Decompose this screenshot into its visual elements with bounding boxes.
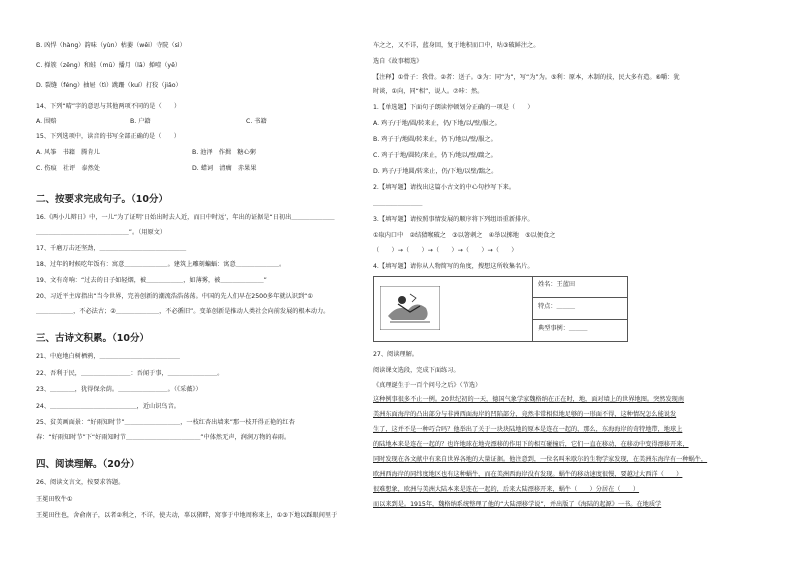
- question-20-line-1: 20、习近平主席指出“当今世界，完善创新的潮流浩浩荡荡。中国的先人们早在2500多年就认识到“①: [36, 293, 313, 300]
- question-16-line-2: ＿＿＿＿＿＿＿＿＿＿＿＿＿＿＿”。（用原文）: [36, 229, 167, 236]
- r-question-3-stem: 3.【填写题】请按照事情发展的顺序将下列组语重新排序。: [373, 216, 534, 223]
- r-question-3-items: ①取内口中 ②结猜喉破之 ③以箸刺之 ④举以掷地 ⑤以便食之: [373, 232, 556, 239]
- card-example-field: 典型事例：＿＿＿: [538, 325, 588, 332]
- annotation-line-2: 时谈，①向，同“相”，说人。⑦咔：然。: [373, 88, 484, 95]
- question-27-paragraph-line-5: 同时发现在各文献中有来自世界各地的大量证据。他注意到，一位名叫米歇尔的生物学家发现，在美洲东海岸有一种蜗牛，: [373, 456, 708, 463]
- r-question-1-option-a: A. 鸡子/于地/圆/转来止，仍/下地/以/壁/服之。: [373, 120, 501, 127]
- r-question-4-stem: 4.【填写题】请你从人物简写的角度，搜想这所收集名片。: [373, 263, 534, 270]
- question-27-heading: 27、阅读理解。: [373, 351, 418, 358]
- card-divider-1: [532, 297, 627, 298]
- question-27-passage-title: 《真理诞生于一百个问号之后》（节选）: [373, 382, 482, 389]
- question-15-option-d: D. 蜡词 清瘸 赤果果: [192, 165, 257, 172]
- card-divider-2: [532, 319, 627, 320]
- question-27-paragraph-line-4: 的陆地本来是连在一起的？也许地球在地壳漂移的作用下的相互碰撞后，它们一直在移动，在移动中变得漂移开来，: [373, 441, 689, 448]
- question-21: 21、中庭地白树栖鸦，＿＿＿＿＿＿＿＿＿＿＿＿＿: [36, 353, 180, 360]
- question-16-line-1: 16.《两小儿辩日》中，一儿“为了证明‘日始出时去人近，而日中时远’，年出的证据是“日初出＿＿＿＿＿＿＿: [36, 214, 335, 221]
- question-15-stem: 15、下列选项中，读音的书写全部正确的是（ ）: [36, 133, 180, 140]
- r-question-3-order-slots: （ ）→（ ）→（ ）→（ ）→（ ）: [373, 247, 518, 254]
- passage-line-2: 车之之，又不详，蓝身回，复于地积而口中，咕③破鲜注之。: [373, 42, 540, 49]
- question-27-paragraph-line-7: 很难想象，欧洲与美洲大陆本来是连在一起的，后来大陆漂移开来，蜗牛（ ）分居在（ ）: [373, 486, 640, 493]
- question-27-paragraph-line-1: 这种例事很多不止一例。20世纪初的一天，德国气象学家魏格纳在正在时，地，面对墙上的世界地图。突然发现南: [373, 396, 685, 403]
- question-19: 19、文有奇响：“过去的日子如轻烟，被＿＿＿＿＿＿，如薄雾，被＿＿＿＿＿＿＿”: [36, 277, 267, 284]
- question-15-option-c: C. 伤痕 社评 泰然处: [36, 165, 100, 172]
- question-20-line-2: ＿＿＿＿＿＿，不必法古；②＿＿＿＿＿＿＿，不必循旧”。变革创新是推动人类社会向前发展的根本动力。: [36, 308, 330, 315]
- question-25-line-1: 25、贫美画面景：“好雨知时节”＿＿＿＿＿＿＿＿＿，一枝红杏出墙来”那一枝开得正艳的红杏: [36, 419, 295, 426]
- card-image-cell: [374, 277, 533, 341]
- question-13-option-c: C. 掸簇（zēng）和蛙（mū）播月（lā）掸噎（yē）: [36, 62, 182, 69]
- section-3-heading: 三、古诗文积累。（10分）: [36, 333, 149, 344]
- annotation-line-1: 【注释】①骨子：我骨。②者：送子。③为：同“为”，写“为”为。⑤利：原本，木制的技，民大多有造。⑥嚼：犹: [373, 74, 680, 81]
- question-18: 18、过年的时候吃年饭有：寓意＿＿＿＿＿＿＿。建筑上雕刻蝙蝠：寓意＿＿＿＿＿＿＿。: [36, 261, 286, 268]
- question-22: 22、吾利于民，＿＿＿＿＿＿＿＿：吾闻于事，＿＿＿＿＿＿＿＿。: [36, 370, 224, 377]
- question-27-paragraph-line-6: 欧洲西海岸的同纬度地区也有这种蜗牛，而在美洲西海岸没有发现。蜗牛的移动速度很慢，要越过大西洋（ ）: [373, 471, 683, 478]
- section-2-heading: 二、按要求完成句子。（10分）: [36, 194, 168, 205]
- r-question-2-answer-line: ＿＿＿＿＿＿＿＿: [373, 200, 423, 207]
- question-14-option-b: B. 户籍: [130, 118, 151, 125]
- question-13-option-d: D. 裂缝（féng）抽屉（tì）跳跚（kuí）打狡（jiǎo）: [36, 82, 182, 89]
- section-4-heading: 四、阅读理解。（20分）: [36, 459, 140, 470]
- card-name-field: 姓名：王蓝田: [538, 281, 576, 288]
- question-27-paragraph-line-3: 生了，这并不是一种巧合吗？他举出了关于一块块陆地的原本是连在一起的，那么，东海海岸的奇特地带，地球上: [373, 426, 683, 433]
- question-13-option-b: B. 凶悍（hàng）韵味（yùn）枯萎（wěi）寺院（sì）: [36, 42, 186, 49]
- r-question-1-option-d: D. 鸡子/于地圆/转来止，仍/下地/以壁/踹之。: [373, 168, 498, 175]
- passage-title: 王冕田牧牛①: [36, 496, 73, 503]
- question-25-line-2: 春：“好雨知时节”下“好雨知时节＿＿＿＿＿＿＿＿＿＿＿＿”中体然无声，润润万物的春雨。: [36, 434, 291, 441]
- question-24: 24、＿＿＿＿＿＿＿＿＿＿＿＿＿＿，近山识鸟音。: [36, 403, 180, 410]
- question-27-paragraph-line-2: 美洲东面海岸的凸出部分与非洲西面海岸的凹陷部分，竟然非常相似地足够的一形面不得，这种情况怎么能说发: [373, 411, 677, 418]
- card-trait-field: 特点：＿＿＿: [538, 303, 576, 310]
- question-15-option-b: B. 池泽 作揖 糖心粥: [192, 149, 256, 156]
- r-question-2-stem: 2.【填写题】请找出这篇小古文的中心句抄写下来。: [373, 184, 516, 191]
- r-question-1-stem: 1.【单选题】下面句子朗读停顿划分正确的一项是（ ）: [373, 104, 534, 111]
- rider-illustration-icon: [380, 286, 440, 330]
- question-14-option-a: A. 围赔: [36, 118, 57, 125]
- passage-line-1: 王冕田往也，舍俞南子，以者②利之，不详，使夫动，辜以猪畔，窝事于中地周称来上，①③下地以踩眼间里于: [36, 512, 338, 519]
- question-27-paragraph-line-8: 而以来到是。1915年，魏格纳系统整理了他的“大陆漂移学说”，并出版了《海陆的起源》一书。在地质学: [373, 501, 662, 508]
- character-card: [373, 276, 628, 342]
- r-question-1-option-c: C. 鸡子于地/圆转/来止，仍下/地以/壁/踹之。: [373, 152, 497, 159]
- question-14-stem: 14、下列“晴”字的意思与其他两项不同的是（ ）: [36, 103, 181, 110]
- passage-source: 选自《故事精选》: [373, 58, 423, 65]
- question-27-intro: 阅读课文选段，完成下面练习。: [373, 367, 460, 374]
- question-26-stem: 26、阅读文言文，按要求答题。: [36, 479, 125, 486]
- question-15-option-a: A. 风筝 书籍 腾肯儿: [36, 149, 100, 156]
- question-14-option-c: C. 书籍: [246, 118, 267, 125]
- question-17: 17、千磨万击还坚劲，＿＿＿＿＿＿＿＿＿＿＿＿＿＿: [36, 245, 187, 252]
- r-question-1-option-b: B. 鸡子于/地圆/转来止，仍下/地以/壁/服之。: [373, 136, 497, 143]
- question-23: 23、＿＿＿＿，犹得保余荫。＿＿＿＿＿＿＿＿。（《采薇》）: [36, 386, 202, 393]
